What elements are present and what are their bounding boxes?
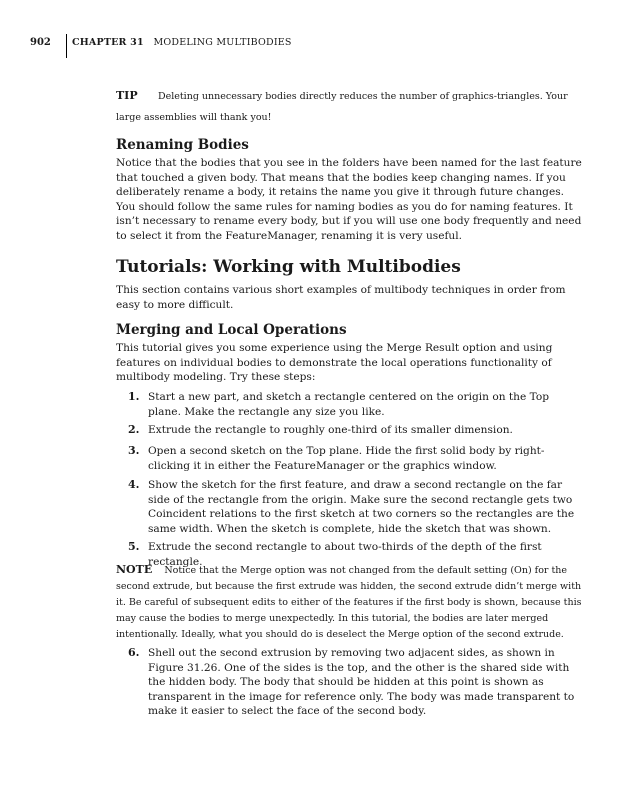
- tip-label: TIP: [116, 89, 138, 102]
- header-divider: [66, 34, 67, 58]
- paragraph-renaming-bodies: Notice that the bodies that you see in the folders have been named for the last feature that touched a given body. That means that the bodies keep changing names. If you deliberately rename a body, it retains the name you give it through future changes. You should follow the same rules for naming bodies as you do for naming features. It isn’t necessary to rename every body, but if you will use one body frequently and need to select it from the FeatureManager, renaming it is very useful.: [116, 157, 582, 242]
- step-number: 4.: [128, 478, 140, 491]
- tip-box: [116, 84, 582, 126]
- step-number: 6.: [128, 646, 140, 659]
- page-number: 902: [30, 37, 51, 48]
- chapter-title: MODELING MULTIBODIES: [153, 37, 292, 48]
- note-label: NOTE: [116, 563, 153, 576]
- step-number: 5.: [128, 540, 140, 553]
- paragraph-tutorials: This section contains various short examples of multibody techniques in order from easy to more difficult.: [116, 284, 566, 311]
- note-text: Notice that the Merge option was not changed from the default setting (On) for the second extrude, but because the first extrude was hidden, the second extrude didn’t merge with it. Be careful of subsequent edits to either of the features if the first body is shown, because this may cause the bodies to merge unexpectedly. In this tutorial, the bodies are later merged intentionally. Ideally, what you should do is deselect the Merge option of the second extrude.: [116, 565, 582, 640]
- step-text: Start a new part, and sketch a rectangle centered on the origin on the Top plane. Make the rectangle any size you like.: [148, 391, 550, 418]
- section-heading-tutorials: Tutorials: Working with Multibodies: [116, 257, 461, 277]
- step-number: 1.: [128, 390, 140, 403]
- step-text: Open a second sketch on the Top plane. Hide the first solid body by right-clicking it in either the FeatureManager or the graphics window.: [148, 445, 545, 472]
- step-text: Extrude the rectangle to roughly one-third of its smaller dimension.: [148, 424, 513, 436]
- step-text: Extrude the second rectangle to about two-thirds of the depth of the first rectangle.: [148, 541, 542, 568]
- section-heading-merging: Merging and Local Operations: [116, 322, 347, 338]
- paragraph-merging: This tutorial gives you some experience using the Merge Result option and using features on individual bodies to demonstrate the local operations functionality of multibody modeling. Try these steps:: [116, 342, 553, 384]
- step-text: Shell out the second extrusion by removing two adjacent sides, as shown in Figure 31.26. One of the sides is the top, and the other is the shared side with the hidden body. The body that should be hidden at this point is shown as transparent in the image for reference only. The body was made transparent to make it easier to select the face of the second body.: [148, 647, 575, 718]
- chapter-label: CHAPTER 31: [72, 37, 144, 48]
- step-text: Show the sketch for the first feature, and draw a second rectangle on the far side of the rectangle from the origin. Make sure the second rectangle gets two Coincident relations to the first sketch at two corners so the rectangles are the same width. When the sketch is complete, hide the sketch that was shown.: [148, 479, 575, 535]
- note-box: [116, 562, 586, 643]
- section-heading-renaming-bodies: Renaming Bodies: [116, 137, 249, 153]
- tip-text: Deleting unnecessary bodies directly reduces the number of graphics-triangles. Your large assemblies will thank you!: [116, 91, 568, 123]
- step-number: 3.: [128, 444, 140, 457]
- page-header: [30, 34, 590, 56]
- running-head: [72, 37, 292, 48]
- step-number: 2.: [128, 423, 140, 436]
